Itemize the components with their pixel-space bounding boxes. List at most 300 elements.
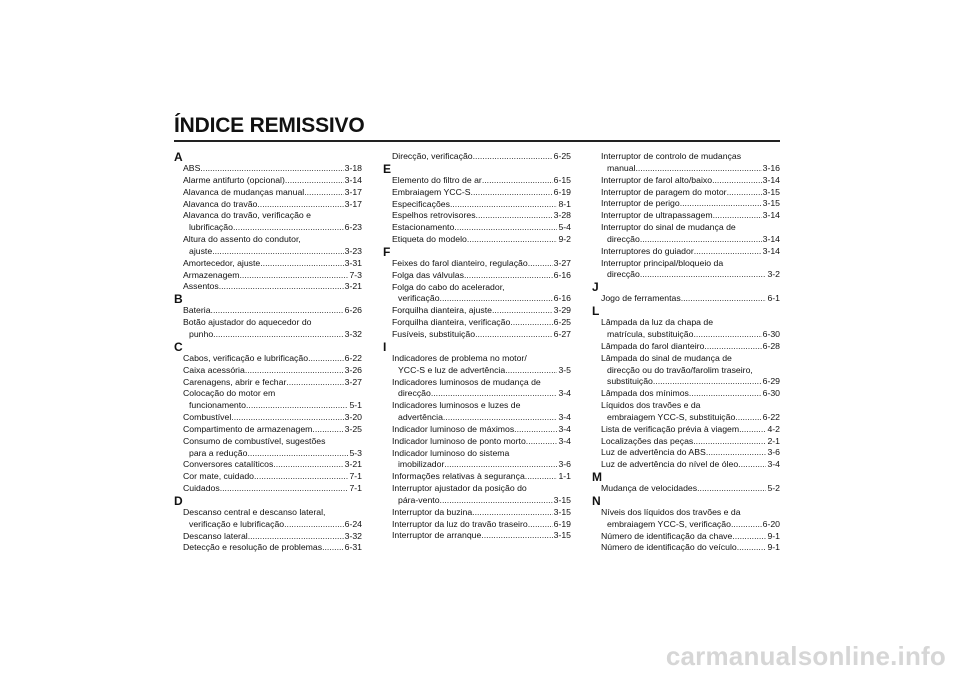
entry-text: Forquilha dianteira, verificação bbox=[392, 317, 511, 328]
leader-dots bbox=[713, 210, 762, 222]
entry-line bbox=[174, 175, 362, 187]
entry-line bbox=[592, 258, 780, 270]
entry-text: Interruptores do guiador bbox=[601, 245, 694, 256]
index-entry bbox=[592, 210, 780, 222]
entry-line bbox=[592, 353, 780, 365]
leader-dots bbox=[219, 281, 344, 293]
leader-dots bbox=[681, 293, 767, 305]
leader-dots bbox=[712, 175, 762, 187]
entry-text: ABS bbox=[183, 163, 201, 173]
leader-dots bbox=[304, 187, 343, 199]
entry-line bbox=[592, 210, 780, 222]
entry-line bbox=[383, 199, 571, 211]
leader-dots bbox=[731, 519, 762, 531]
index-entry bbox=[592, 341, 780, 353]
entry-text: Interruptor de controlo de mudanças bbox=[601, 151, 742, 161]
page-ref: 3-26 bbox=[344, 364, 362, 375]
leader-dots bbox=[473, 151, 553, 163]
page-ref: 6-1 bbox=[767, 293, 780, 304]
page-ref: 8-1 bbox=[558, 198, 571, 209]
leader-dots bbox=[248, 531, 344, 543]
entry-line bbox=[174, 210, 362, 222]
entry-line bbox=[174, 519, 362, 531]
section-letter: E bbox=[383, 161, 392, 176]
leader-dots bbox=[476, 210, 553, 222]
page-ref: 3-32 bbox=[344, 328, 362, 339]
entry-text: Armazenagem bbox=[183, 269, 240, 280]
leader-dots bbox=[212, 246, 343, 258]
index-entry bbox=[383, 175, 571, 187]
entry-line bbox=[383, 270, 571, 282]
entry-line bbox=[383, 187, 571, 199]
leader-dots bbox=[308, 353, 344, 365]
entry-line bbox=[174, 531, 362, 543]
page-ref: 3-6 bbox=[558, 459, 571, 470]
index-entry bbox=[383, 507, 571, 519]
leader-dots bbox=[322, 542, 344, 554]
leader-dots bbox=[689, 388, 762, 400]
page-ref: 6-20 bbox=[762, 518, 780, 529]
entry-line bbox=[383, 365, 571, 377]
page-ref: 3-28 bbox=[553, 210, 571, 221]
entry-text: Forquilha dianteira, ajuste bbox=[392, 305, 492, 316]
index-entry bbox=[592, 198, 780, 210]
entry-text: Mudança de velocidades bbox=[601, 483, 698, 494]
leader-dots bbox=[482, 175, 553, 187]
entry-text: Descanso central e descanso lateral, bbox=[183, 506, 326, 517]
entry-text: Espelhos retrovisores bbox=[392, 210, 476, 221]
entry-text: Interruptor de perigo bbox=[601, 198, 680, 209]
page-ref: 3-21 bbox=[344, 459, 362, 470]
leader-dots bbox=[510, 317, 552, 329]
leader-dots bbox=[704, 341, 761, 353]
leader-dots bbox=[693, 329, 761, 341]
index-entry bbox=[383, 210, 571, 222]
entry-line bbox=[174, 412, 362, 424]
entry-line bbox=[592, 198, 780, 210]
entry-text: Folga do cabo do acelerador, bbox=[392, 281, 505, 292]
index-entry bbox=[174, 317, 362, 341]
title-rule bbox=[174, 140, 780, 142]
entry-text: Interruptor ajustador da posição do bbox=[392, 483, 527, 494]
entry-text: Estacionamento bbox=[392, 222, 455, 233]
entry-line bbox=[592, 412, 780, 424]
entry-line bbox=[383, 317, 571, 329]
entry-line bbox=[174, 483, 362, 495]
leader-dots bbox=[505, 365, 557, 377]
page-ref: 3-27 bbox=[344, 376, 362, 387]
leader-dots bbox=[247, 448, 348, 460]
entry-line bbox=[174, 365, 362, 377]
entry-line bbox=[383, 234, 571, 246]
entry-line bbox=[592, 234, 780, 246]
page-ref: 6-25 bbox=[553, 151, 571, 161]
index-entry bbox=[383, 151, 571, 163]
page-ref: 2-1 bbox=[767, 435, 780, 446]
entry-line bbox=[174, 281, 362, 293]
index-entry bbox=[174, 234, 362, 258]
page-ref: 6-19 bbox=[553, 518, 571, 529]
leader-dots bbox=[727, 187, 762, 199]
entry-line bbox=[383, 519, 571, 531]
leader-dots bbox=[257, 199, 343, 211]
entry-line bbox=[592, 542, 780, 554]
page-ref: 6-26 bbox=[344, 305, 362, 316]
entry-line bbox=[383, 471, 571, 483]
entry-line bbox=[592, 365, 780, 377]
leader-dots bbox=[467, 234, 558, 246]
entry-text: verificação bbox=[398, 293, 440, 304]
entry-line bbox=[383, 210, 571, 222]
index-entry bbox=[174, 542, 362, 554]
section-letter: L bbox=[592, 304, 600, 319]
entry-line bbox=[592, 187, 780, 199]
entry-text: Feixes do farol dianteiro, regulação bbox=[392, 257, 528, 268]
page-ref: 3-31 bbox=[344, 257, 362, 268]
entry-text: Alavanca de mudanças manual bbox=[183, 186, 305, 197]
leader-dots bbox=[472, 507, 552, 519]
entry-line bbox=[383, 436, 571, 448]
entry-text: Interruptor da buzina bbox=[392, 506, 473, 517]
page-ref: 3-16 bbox=[762, 162, 780, 173]
page-ref: 3-15 bbox=[553, 530, 571, 541]
leader-dots bbox=[431, 388, 558, 400]
leader-dots bbox=[732, 531, 766, 543]
entry-text: Alavanca do travão bbox=[183, 198, 258, 209]
index-entry bbox=[174, 305, 362, 317]
page-ref: 7-1 bbox=[349, 483, 362, 494]
entry-line bbox=[592, 269, 780, 281]
entry-line bbox=[592, 388, 780, 400]
page-ref: 6-30 bbox=[762, 328, 780, 339]
entry-text: Folga das válvulas bbox=[392, 269, 464, 280]
page-ref: 6-16 bbox=[553, 293, 571, 304]
index-entry bbox=[592, 293, 780, 305]
entry-line bbox=[383, 175, 571, 187]
entry-text: Botão ajustador do aquecedor do bbox=[183, 317, 312, 328]
index-entry bbox=[174, 365, 362, 377]
entry-line bbox=[174, 400, 362, 412]
page-ref: 6-24 bbox=[344, 518, 362, 529]
page-ref: 3-2 bbox=[767, 269, 780, 280]
entry-line bbox=[174, 507, 362, 519]
entry-line bbox=[383, 388, 571, 400]
index-entry bbox=[592, 531, 780, 543]
entry-text: advertência bbox=[398, 412, 443, 423]
entry-line bbox=[383, 412, 571, 424]
page-ref: 6-15 bbox=[553, 174, 571, 185]
entry-text: Indicadores luminosos e luzes de bbox=[392, 400, 521, 411]
section-letter: D bbox=[174, 493, 183, 508]
entry-line bbox=[174, 199, 362, 211]
entry-text: Fusíveis, substituição bbox=[392, 328, 476, 339]
index-entry bbox=[383, 258, 571, 270]
entry-line bbox=[383, 329, 571, 341]
entry-line bbox=[592, 317, 780, 329]
entry-line bbox=[174, 246, 362, 258]
index-entry bbox=[174, 199, 362, 211]
leader-dots bbox=[213, 329, 343, 341]
index-entry bbox=[383, 282, 571, 306]
entry-text: lubrificação bbox=[189, 222, 233, 233]
leader-dots bbox=[481, 530, 552, 542]
page-ref: 6-30 bbox=[762, 388, 780, 399]
entry-text: Indicador luminoso de ponto morto bbox=[392, 435, 526, 446]
leader-dots bbox=[739, 424, 766, 436]
entry-line bbox=[383, 282, 571, 294]
leader-dots bbox=[640, 269, 767, 281]
page-ref: 3-15 bbox=[553, 506, 571, 517]
entry-line bbox=[592, 447, 780, 459]
entry-line bbox=[383, 459, 571, 471]
entry-line bbox=[174, 459, 362, 471]
leader-dots bbox=[220, 483, 349, 495]
index-column-2 bbox=[383, 151, 571, 542]
index-entry bbox=[592, 542, 780, 554]
entry-text: Jogo de ferramentas bbox=[601, 293, 681, 304]
entry-line bbox=[592, 507, 780, 519]
index-entry bbox=[592, 507, 780, 531]
entry-line bbox=[383, 305, 571, 317]
page-ref: 6-16 bbox=[553, 269, 571, 280]
index-column-1 bbox=[174, 151, 362, 554]
entry-text: Interruptor de paragem do motor bbox=[601, 186, 727, 197]
entry-text: punho bbox=[189, 328, 214, 339]
entry-line bbox=[174, 424, 362, 436]
index-entry bbox=[592, 187, 780, 199]
page-ref: 3-20 bbox=[344, 412, 362, 423]
leader-dots bbox=[450, 199, 557, 211]
entry-text: Interruptor de farol alto/baixo bbox=[601, 174, 713, 185]
entry-text: Interruptor de ultrapassagem bbox=[601, 210, 713, 221]
page-ref: 3-15 bbox=[762, 198, 780, 209]
entry-text: Especificações bbox=[392, 198, 450, 209]
entry-text: Localizações das peças bbox=[601, 435, 694, 446]
entry-line bbox=[174, 388, 362, 400]
page-ref: 3-4 bbox=[558, 435, 571, 446]
index-entry bbox=[592, 258, 780, 282]
entry-text: direcção ou do travão/farolim traseiro, bbox=[607, 364, 753, 375]
page-ref: 6-31 bbox=[344, 542, 362, 553]
entry-text: manual bbox=[607, 162, 636, 173]
page-ref: 3-17 bbox=[344, 186, 362, 197]
entry-line bbox=[383, 377, 571, 389]
entry-line bbox=[174, 377, 362, 389]
entry-text: Lâmpada da luz da chapa de bbox=[601, 317, 714, 328]
leader-dots bbox=[475, 329, 553, 341]
index-entry bbox=[174, 531, 362, 543]
entry-line bbox=[383, 151, 571, 163]
entry-line bbox=[174, 270, 362, 282]
entry-text: Cor mate, cuidado bbox=[183, 471, 254, 482]
page-ref: 6-22 bbox=[762, 411, 780, 422]
entry-text: verificação e lubrificação bbox=[189, 518, 285, 529]
section-letter: A bbox=[174, 150, 183, 164]
entry-line bbox=[592, 246, 780, 258]
index-entry bbox=[592, 388, 780, 400]
entry-line bbox=[592, 151, 780, 163]
page-ref: 6-25 bbox=[553, 317, 571, 328]
entry-line bbox=[592, 424, 780, 436]
index-entry bbox=[592, 459, 780, 471]
entry-line bbox=[592, 483, 780, 495]
index-column-3 bbox=[592, 151, 780, 554]
entry-line bbox=[174, 542, 362, 554]
page-ref: 3-27 bbox=[553, 257, 571, 268]
page-ref: 3-29 bbox=[553, 305, 571, 316]
entry-line bbox=[383, 353, 571, 365]
entry-text: Número de identificação do veículo bbox=[601, 542, 737, 553]
section-letter: C bbox=[174, 339, 183, 354]
entry-line bbox=[592, 519, 780, 531]
leader-dots bbox=[694, 246, 762, 258]
index-entry bbox=[592, 222, 780, 246]
leader-dots bbox=[706, 447, 767, 459]
entry-text: Interruptor de arranque bbox=[392, 530, 482, 541]
entry-text: Líquidos dos travões e da bbox=[601, 400, 701, 411]
index-entry bbox=[383, 436, 571, 448]
section-letter: F bbox=[383, 244, 391, 259]
entry-text: Luz de advertência do ABS bbox=[601, 447, 706, 458]
entry-line bbox=[383, 530, 571, 542]
leader-dots bbox=[440, 293, 553, 305]
entry-line bbox=[383, 507, 571, 519]
page-ref: 6-19 bbox=[553, 186, 571, 197]
index-entry bbox=[592, 436, 780, 448]
entry-text: Interruptor do sinal de mudança de bbox=[601, 222, 736, 233]
entry-line bbox=[592, 222, 780, 234]
section-letter: J bbox=[592, 280, 599, 295]
entry-text: Interruptor principal/bloqueio da bbox=[601, 257, 724, 268]
leader-dots bbox=[443, 412, 558, 424]
entry-text: Descanso lateral bbox=[183, 530, 248, 541]
index-entry bbox=[592, 447, 780, 459]
entry-line bbox=[383, 222, 571, 234]
index-entry bbox=[174, 507, 362, 531]
page-ref: 4-2 bbox=[767, 423, 780, 434]
index-entry bbox=[383, 530, 571, 542]
leader-dots bbox=[528, 519, 553, 531]
entry-text: direcção bbox=[398, 388, 431, 399]
leader-dots bbox=[246, 400, 348, 412]
index-entry bbox=[174, 412, 362, 424]
index-entry bbox=[592, 353, 780, 389]
index-entry bbox=[174, 483, 362, 495]
entry-text: Etiqueta do modelo bbox=[392, 234, 467, 245]
entry-line bbox=[174, 163, 362, 175]
entry-line bbox=[592, 329, 780, 341]
entry-text: direcção bbox=[607, 233, 640, 244]
index-entry bbox=[174, 163, 362, 175]
leader-dots bbox=[737, 542, 767, 554]
entry-text: funcionamento bbox=[189, 400, 246, 411]
entry-line bbox=[592, 341, 780, 353]
index-entry bbox=[174, 459, 362, 471]
leader-dots bbox=[254, 471, 348, 483]
index-entry bbox=[383, 317, 571, 329]
leader-dots bbox=[273, 459, 343, 471]
entry-text: Altura do assento do condutor, bbox=[183, 234, 301, 245]
watermark: carmanualsonline.info bbox=[665, 641, 946, 671]
leader-dots bbox=[528, 258, 553, 270]
leader-dots bbox=[526, 436, 558, 448]
entry-line bbox=[174, 317, 362, 329]
entry-text: Cuidados bbox=[183, 483, 220, 494]
page-ref: 3-14 bbox=[762, 174, 780, 185]
leader-dots bbox=[211, 305, 344, 317]
leader-dots bbox=[286, 377, 343, 389]
index-entry bbox=[592, 317, 780, 341]
entry-text: Assentos bbox=[183, 281, 219, 292]
index-entry bbox=[383, 305, 571, 317]
index-entry bbox=[383, 424, 571, 436]
page-ref: 5-3 bbox=[349, 447, 362, 458]
entry-line bbox=[174, 329, 362, 341]
entry-text: Lista de verificação prévia à viagem bbox=[601, 423, 740, 434]
page-ref: 9-1 bbox=[767, 542, 780, 553]
entry-text: Alavanca do travão, verificação e bbox=[183, 210, 311, 221]
entry-text: Direcção, verificação bbox=[392, 151, 473, 161]
entry-text: imobilizador bbox=[398, 459, 445, 470]
section-letter: N bbox=[592, 493, 601, 508]
entry-text: pára-vento bbox=[398, 494, 440, 505]
leader-dots bbox=[693, 436, 766, 448]
entry-text: Compartimento de armazenagem bbox=[183, 423, 313, 434]
entry-text: Consumo de combustível, sugestões bbox=[183, 435, 326, 446]
page-ref: 3-14 bbox=[762, 233, 780, 244]
entry-line bbox=[174, 187, 362, 199]
leader-dots bbox=[231, 412, 343, 424]
page-ref: 3-5 bbox=[558, 364, 571, 375]
index-entry bbox=[592, 246, 780, 258]
entry-line bbox=[174, 305, 362, 317]
leader-dots bbox=[200, 163, 343, 175]
page-ref: 6-23 bbox=[344, 222, 362, 233]
entry-line bbox=[592, 436, 780, 448]
leader-dots bbox=[285, 175, 344, 187]
leader-dots bbox=[653, 376, 762, 388]
page-ref: 5-4 bbox=[558, 222, 571, 233]
leader-dots bbox=[444, 459, 557, 471]
leader-dots bbox=[697, 483, 766, 495]
page-ref: 7-3 bbox=[349, 269, 362, 280]
entry-text: Lâmpada do sinal de mudança de bbox=[601, 352, 732, 363]
page-ref: 3-18 bbox=[344, 163, 362, 173]
index-entry bbox=[592, 151, 780, 175]
page-ref: 3-21 bbox=[344, 281, 362, 292]
entry-text: Colocação do motor em bbox=[183, 388, 276, 399]
entry-text: Indicadores luminosos de mudança de bbox=[392, 376, 541, 387]
index-entry bbox=[174, 258, 362, 270]
page-ref: 6-27 bbox=[553, 328, 571, 339]
entry-line bbox=[383, 495, 571, 507]
leader-dots bbox=[735, 412, 761, 424]
entry-line bbox=[592, 531, 780, 543]
entry-line bbox=[174, 448, 362, 460]
index-entry bbox=[592, 483, 780, 495]
entry-text: Interruptor da luz do travão traseiro bbox=[392, 518, 528, 529]
entry-text: Luz de advertência do nível de óleo bbox=[601, 459, 739, 470]
leader-dots bbox=[636, 163, 762, 175]
index-entry bbox=[174, 281, 362, 293]
entry-text: Níveis dos líquidos dos travões e da bbox=[601, 506, 741, 517]
leader-dots bbox=[440, 495, 553, 507]
index-entry bbox=[383, 448, 571, 472]
page-ref: 5-2 bbox=[767, 483, 780, 494]
entry-line bbox=[383, 293, 571, 305]
page-ref: 6-22 bbox=[344, 352, 362, 363]
index-entry bbox=[174, 377, 362, 389]
